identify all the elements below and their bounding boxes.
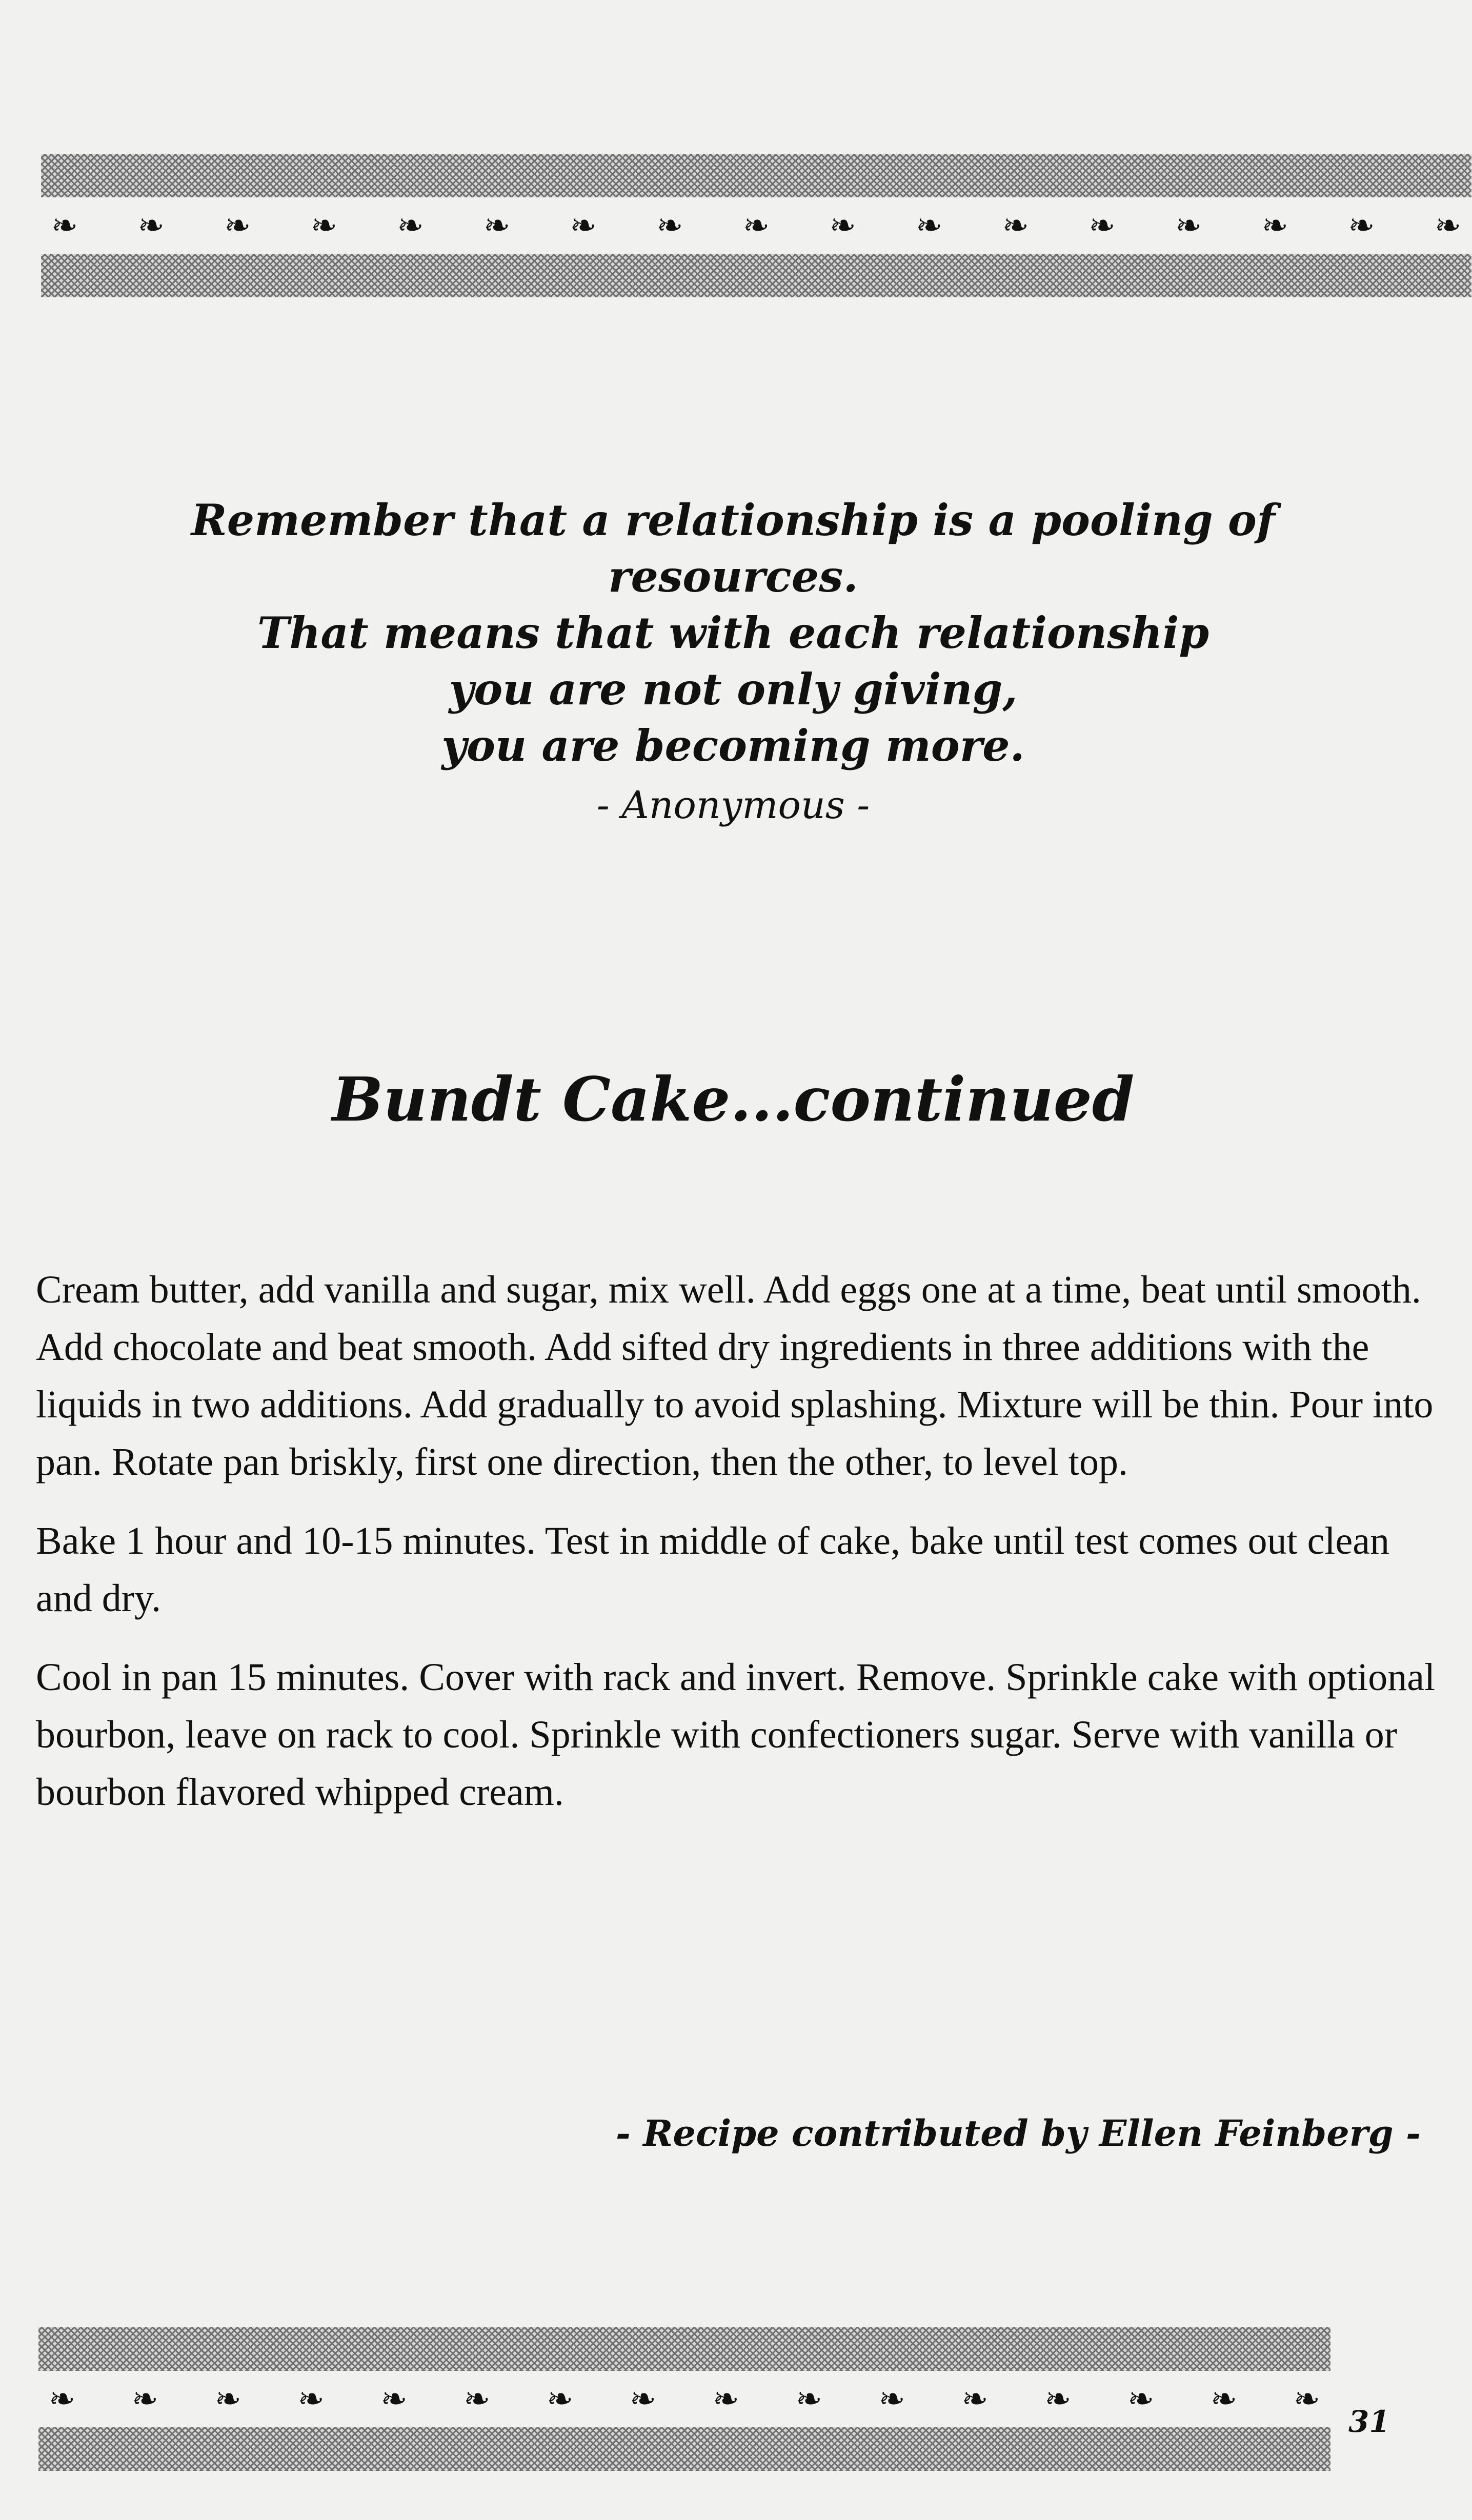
fleuron-icon: ❧	[310, 207, 337, 244]
recipe-title: Bundt Cake...continued	[332, 1064, 1135, 1135]
bottom-ornament-row	[38, 2371, 1330, 2427]
fleuron-icon: ❧	[397, 207, 424, 244]
fleuron-icon: ❧	[1348, 207, 1375, 244]
bottom-border-stipple-lower	[38, 2427, 1330, 2471]
fleuron-icon: ❧	[214, 2380, 241, 2417]
fleuron-icon: ❧	[1435, 207, 1461, 244]
bottom-border	[38, 2327, 1330, 2471]
page-number: 31	[1348, 2404, 1390, 2439]
instruction-paragraph: Bake 1 hour and 10-15 minutes. Test in middle of cake, bake until test comes out clean and dry.	[36, 1519, 1389, 1620]
fleuron-icon: ❧	[380, 2380, 408, 2417]
fleuron-icon: ❧	[463, 2380, 491, 2417]
fleuron-icon: ❧	[1127, 2380, 1155, 2417]
fleuron-icon: ❧	[1002, 207, 1029, 244]
fleuron-icon: ❧	[483, 207, 511, 244]
fleuron-icon: ❧	[630, 2380, 656, 2417]
top-border-stipple-lower	[41, 254, 1471, 297]
quote-attribution: - Anonymous -	[596, 783, 870, 827]
fleuron-icon: ❧	[1293, 2380, 1320, 2417]
fleuron-icon: ❧	[224, 207, 251, 244]
fleuron-icon: ❧	[131, 2380, 158, 2417]
fleuron-icon: ❧	[547, 2380, 574, 2417]
instruction-paragraph: Cream butter, add vanilla and sugar, mix well. Add eggs one at a time, beat until smooth. Add chocolate and beat smooth. Add sifted dry ingredients in three additions with the liquids in two additions. Add gradually to avoid splashing. Mixture will be thin. Pour into pan. Rotate pan briskly, first one direction, then the other, to level top.	[36, 1268, 1434, 1483]
fleuron-icon: ❧	[1261, 207, 1288, 244]
fleuron-icon: ❧	[878, 2380, 905, 2417]
instruction-paragraph: Cool in pan 15 minutes. Cover with rack and invert. Remove. Sprinkle cake with optional bourbon, leave on rack to cool. Sprinkle with confectioners sugar. Serve with vanilla or bourbon flavored whipped cream.	[36, 1656, 1436, 1814]
quote-line: Remember that a relationship is a pooling of resources.	[191, 495, 1276, 602]
top-border-stipple-upper	[41, 154, 1471, 197]
fleuron-icon: ❧	[49, 2380, 75, 2417]
quote-block	[77, 492, 1389, 834]
fleuron-icon: ❧	[795, 2380, 822, 2417]
top-ornament-row	[41, 197, 1471, 254]
fleuron-icon: ❧	[137, 207, 165, 244]
quote-line: you are not only giving,	[449, 664, 1018, 715]
fleuron-icon: ❧	[743, 207, 770, 244]
fleuron-icon: ❧	[656, 207, 683, 244]
top-border	[41, 154, 1471, 297]
fleuron-icon: ❧	[712, 2380, 739, 2417]
quote-line: you are becoming more.	[441, 720, 1025, 771]
bottom-border-stipple-upper	[38, 2327, 1330, 2371]
fleuron-icon: ❧	[297, 2380, 325, 2417]
fleuron-icon: ❧	[1044, 2380, 1072, 2417]
fleuron-icon: ❧	[961, 2380, 989, 2417]
fleuron-icon: ❧	[1211, 2380, 1237, 2417]
recipe-instructions	[36, 1261, 1436, 1842]
fleuron-icon: ❧	[916, 207, 943, 244]
fleuron-icon: ❧	[1088, 207, 1116, 244]
fleuron-icon: ❧	[829, 207, 856, 244]
fleuron-icon: ❧	[1175, 207, 1202, 244]
fleuron-icon: ❧	[570, 207, 597, 244]
recipe-credit: - Recipe contributed by Ellen Feinberg -	[615, 2112, 1421, 2155]
fleuron-icon: ❧	[51, 207, 78, 244]
quote-line: That means that with each relationship	[257, 607, 1209, 658]
